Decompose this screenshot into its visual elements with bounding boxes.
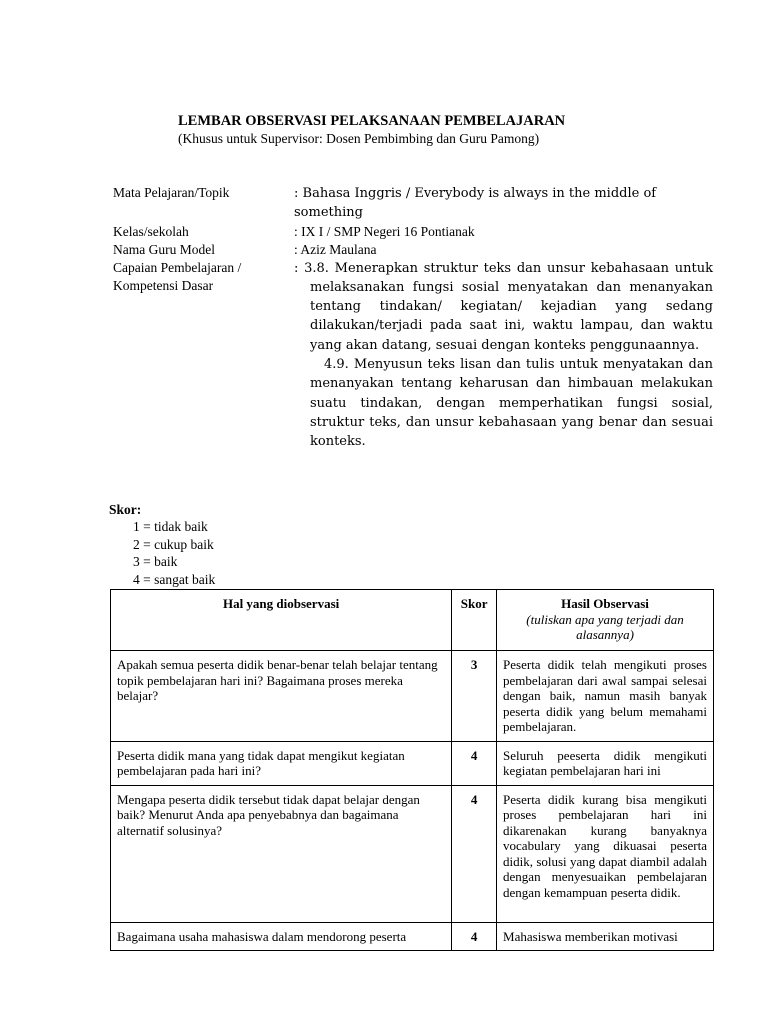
skor-legend xyxy=(109,501,215,588)
hasil-cell: Peserta didik kurang bisa mengikuti proses pembelajaran hari ini dikarenakan kurang banyaknya vocabulary yang dikuasai peserta didik, solusi yang dapat diambil adalah dengan menyesuaikan pembelajaran dengan kemampuan peserta didik. xyxy=(497,785,714,922)
document-title: LEMBAR OBSERVASI PELAKSANAAN PEMBELAJARAN xyxy=(178,113,566,129)
hasil-cell: Mahasiswa memberikan motivasi xyxy=(497,922,714,951)
table-row xyxy=(111,922,714,951)
table-header-row xyxy=(111,590,714,651)
info-row-mata-pelajaran xyxy=(113,184,713,223)
observation-table xyxy=(110,589,714,951)
hasil-cell: Peserta didik telah mengikuti proses pembelajaran dari awal sampai selesai dengan baik, namun masih banyak peserta didik yang belum memahami pembelajaran. xyxy=(497,651,714,742)
header-hal: Hal yang diobservasi xyxy=(111,590,452,651)
document-subtitle: (Khusus untuk Supervisor: Dosen Pembimbing dan Guru Pamong) xyxy=(178,131,540,146)
skor-cell: 4 xyxy=(452,741,497,785)
capaian-kd-4-9-text: 4.9. Menyusun teks lisan dan tulis untuk menyatakan dan menanyakan tentang keharusan dan himbauan melakukan suatu tindakan, dengan memperhatikan fungsi sosial, struktur teks, dan unsur kebahasaan yang benar dan sesuai konteks. xyxy=(310,357,713,450)
capaian-kd-3-8-text: melaksanakan fungsi sosial menyatakan dan menanyakan tentang tindakan/ kegiatan/ kejadian yang sedang dilakukan/terjadi pada saat ini, waktu lampau, dan waktu yang akan datang, sesuai dengan konteks penggunaannya. xyxy=(310,279,713,353)
header-hasil xyxy=(497,590,714,651)
header-hasil-title: Hasil Observasi xyxy=(561,596,649,611)
capaian-value xyxy=(294,259,713,452)
skor-cell: 4 xyxy=(452,922,497,951)
info-row-guru xyxy=(113,241,713,259)
capaian-label-line-2: Kompetensi Dasar xyxy=(113,277,214,293)
skor-list xyxy=(109,518,215,588)
mata-pelajaran-label: Mata Pelajaran/Topik xyxy=(113,185,230,200)
guru-label: Nama Guru Model xyxy=(113,241,215,257)
skor-cell: 4 xyxy=(452,785,497,922)
kelas-label: Kelas/sekolah xyxy=(113,223,189,239)
info-row-kelas xyxy=(113,223,713,241)
table-row xyxy=(111,785,714,922)
hal-cell: Apakah semua peserta didik benar-benar telah belajar tentang topik pembelajaran hari ini? Bagaimana proses mereka belajar? xyxy=(111,651,452,742)
header-hasil-note: (tuliskan apa yang terjadi dan alasannya) xyxy=(526,611,684,642)
table-row xyxy=(111,651,714,742)
info-row-capaian xyxy=(113,259,713,452)
hal-cell: Bagaimana usaha mahasiswa dalam mendorong peserta xyxy=(111,922,452,951)
hal-cell: Mengapa peserta didik tersebut tidak dapat belajar dengan baik? Menurut Anda apa penyebabnya dan bagaimana alternatif solusinya? xyxy=(111,785,452,922)
skor-cell: 3 xyxy=(452,651,497,742)
skor-item: 4 = sangat baik xyxy=(133,571,216,587)
header-skor: Skor xyxy=(452,590,497,651)
info-section xyxy=(113,184,713,452)
guru-value: : Aziz Maulana xyxy=(294,241,377,257)
capaian-label-line-1: Capaian Pembelajaran / xyxy=(113,259,242,275)
mata-pelajaran-value: : Bahasa Inggris / Everybody is always in the middle of something xyxy=(294,186,657,221)
table-row xyxy=(111,741,714,785)
capaian-kd-3-8-first-line: : 3.8. Menerapkan struktur teks dan unsur kebahasaan untuk xyxy=(294,260,713,276)
skor-heading: Skor: xyxy=(109,502,142,517)
hasil-cell: Seluruh peeserta didik mengikuti kegiatan pembelajaran hari ini xyxy=(497,741,714,785)
capaian-label xyxy=(113,259,294,452)
skor-item: 2 = cukup baik xyxy=(133,536,214,552)
hal-cell: Peserta didik mana yang tidak dapat mengikut kegiatan pembelajaran pada hari ini? xyxy=(111,741,452,785)
kelas-value: : IX I / SMP Negeri 16 Pontianak xyxy=(294,223,475,239)
skor-item: 3 = baik xyxy=(133,554,178,569)
skor-item: 1 = tidak baik xyxy=(133,519,208,534)
